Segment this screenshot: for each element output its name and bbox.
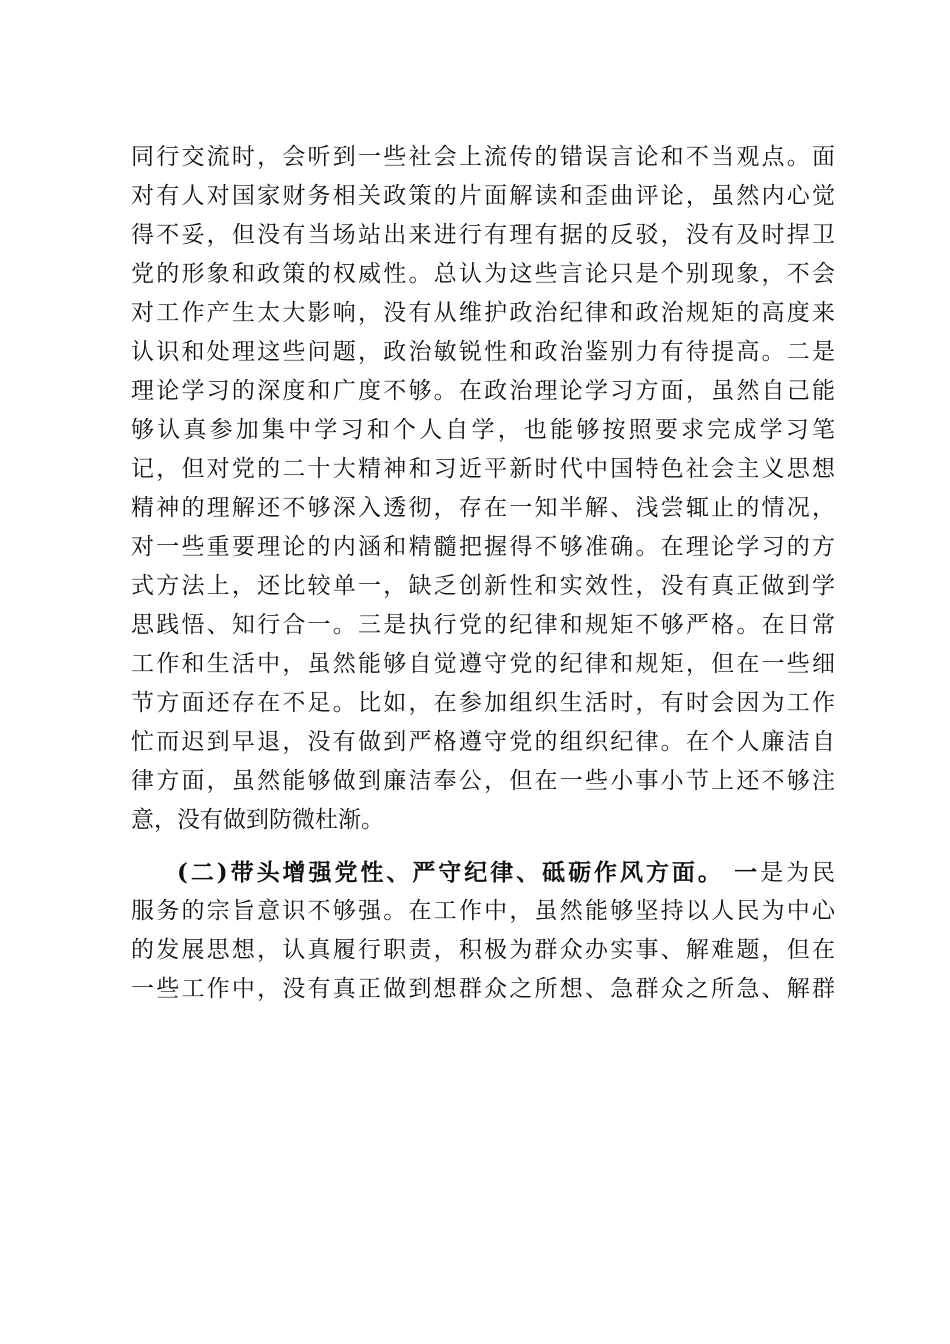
section-heading-line — [131, 853, 835, 892]
paragraph-line: 理论学习的深度和广度不够。在政治理论学习方面，虽然自己能 — [131, 378, 835, 404]
paragraph-line: 思践悟、知行合一。三是执行党的纪律和规矩不够严格。在日常 — [131, 612, 835, 638]
paragraph-line: 意，没有做到防微杜渐。 — [131, 807, 384, 833]
paragraph-line: 忙而迟到早退，没有做到严格遵守党的组织纪律。在个人廉洁自 — [131, 729, 835, 755]
section-heading-tail: 是为民 — [760, 860, 836, 886]
paragraph-line: 精神的理解还不够深入透彻，存在一知半解、浅尝辄止的情况， — [131, 495, 835, 521]
paragraph-line: 同行交流时，会听到一些社会上流传的错误言论和不当观点。面 — [131, 144, 835, 170]
paragraph-line: 得不妥，但没有当场站出来进行有理有据的反驳，没有及时捍卫 — [131, 222, 835, 248]
paragraph-line: 的发展思想，认真履行职责，积极为群众办实事、解难题，但在 — [131, 937, 835, 963]
paragraph-line: 式方法上，还比较单一，缺乏创新性和实效性，没有真正做到学 — [131, 573, 835, 599]
paragraph-gap — [131, 840, 835, 853]
paragraph-line: 律方面，虽然能够做到廉洁奉公，但在一些小事小节上还不够注 — [131, 768, 835, 794]
paragraph-line: 对一些重要理论的内涵和精髓把握得不够准确。在理论学习的方 — [131, 534, 835, 560]
section-heading-ordinal: 一 — [734, 859, 761, 886]
paragraph-line: 服务的宗旨意识不够强。在工作中，虽然能够坚持以人民为中心 — [131, 898, 835, 924]
paragraph-1 — [131, 138, 835, 840]
paragraph-line: 一些工作中，没有真正做到想群众之所想、急群众之所急、解群 — [131, 976, 835, 1002]
section-heading: (二)带头增强党性、严守纪律、砥砺作风方面。 — [177, 859, 724, 886]
paragraph-line: 够认真参加集中学习和个人自学，也能够按照要求完成学习笔 — [131, 417, 835, 443]
paragraph-2 — [131, 853, 835, 1009]
paragraph-line: 对工作产生太大影响，没有从维护政治纪律和政治规矩的高度来 — [131, 300, 835, 326]
paragraph-line: 记，但对党的二十大精神和习近平新时代中国特色社会主义思想 — [131, 456, 835, 482]
paragraph-line: 工作和生活中，虽然能够自觉遵守党的纪律和规矩，但在一些细 — [131, 651, 835, 677]
paragraph-line: 认识和处理这些问题，政治敏锐性和政治鉴别力有待提高。二是 — [131, 339, 835, 365]
paragraph-line: 节方面还存在不足。比如，在参加组织生活时，有时会因为工作 — [131, 690, 835, 716]
paragraph-line: 对有人对国家财务相关政策的片面解读和歪曲评论，虽然内心觉 — [131, 183, 835, 209]
document-body — [131, 138, 835, 1009]
paragraph-line: 党的形象和政策的权威性。总认为这些言论只是个别现象，不会 — [131, 261, 835, 287]
